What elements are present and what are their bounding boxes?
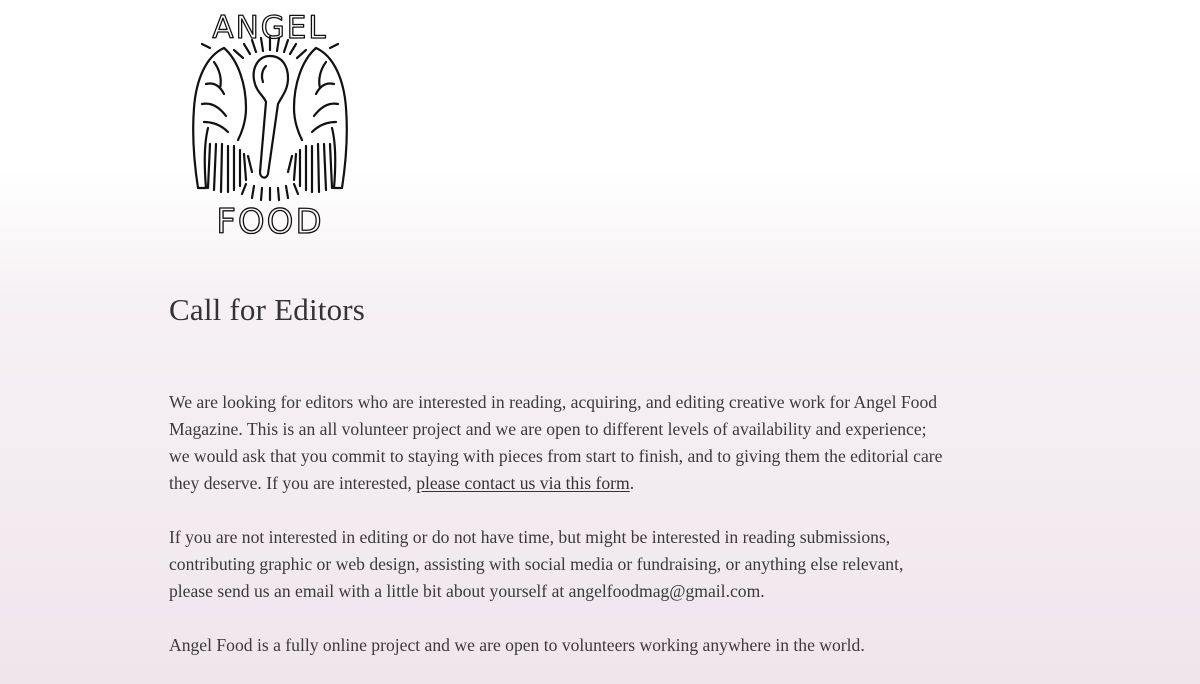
online-paragraph: Angel Food is a fully online project and we are open to volunteers working anywhere in the world. <box>169 635 865 655</box>
volunteer-paragraph: If you are not interested in editing or do not have time, but might be interested in reading submissions, contributing graphic or web design, assisting with social media or fundraising, or anything else relevant, please send us an email with a little bit about yourself at angelfoodmag@gmail.com. <box>169 527 904 601</box>
angel-food-logo <box>188 4 352 240</box>
contact-form-link[interactable]: please contact us via this form <box>416 473 630 493</box>
lower-rays-icon <box>242 184 298 200</box>
intro-text: We are looking for editors who are interested in reading, acquiring, and editing creative work for Angel Food Magazine. This is an all volunteer project and we are open to different levels of availability and experience; we would ask that you commit to staying with pieces from start to finish, and to giving them the editorial care they deserve. If you are interested, <box>169 392 943 493</box>
logo-bottom-text: FOOD <box>216 202 324 240</box>
intro-end: . <box>629 473 635 493</box>
right-wing-icon <box>288 48 347 192</box>
intro-paragraph <box>169 389 949 497</box>
left-wing-icon <box>193 48 252 192</box>
spoon-icon <box>254 56 288 178</box>
site-logo-link[interactable] <box>188 4 352 240</box>
logo-top-text: ANGEL <box>212 10 328 46</box>
page-title: Call for Editors <box>169 292 366 327</box>
page-content <box>169 389 949 684</box>
